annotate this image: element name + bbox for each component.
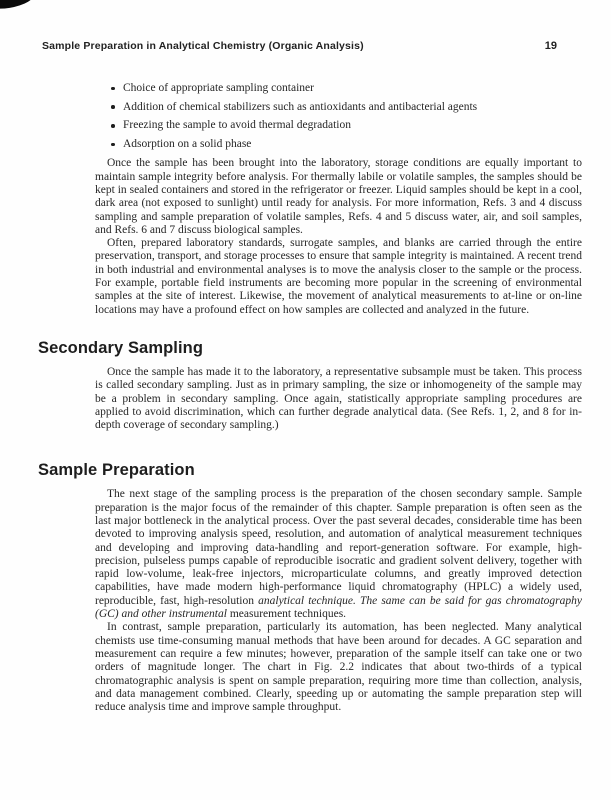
bullet-item-text: Choice of appropriate sampling container	[123, 82, 314, 94]
bullet-item-text: Addition of chemical stabilizers such as antioxidants and antibacterial agents	[123, 100, 478, 113]
sample-preparation-paragraph-1-tail-text: measurement techniques.	[226, 608, 347, 621]
sample-preparation-paragraph-1-text: The next stage of the sampling process is the preparation of the chosen secondary sample. Sample preparation is the major focus of the remainder of this chapter. Sample preparation is often seen as the last major bottleneck in the analytical process. Over the past several decades, considerable time has been devoted to improving analysis speed, resolution, and automation of analytical measurement techniques and developing and improving data-handling and report-generation software. For example, high-precision, pulseless pumps capable of reproducible isocratic and gradient solvent delivery, together with rapid low-volume, leak-free injectors, microparticulate columns, and greatly improved detection capabilities, have made modern high-performance liquid chromatography (HPLC) a widely used, reproducible, fast, high-resolution	[95, 488, 582, 607]
page-number: 19	[544, 40, 557, 52]
bullet-icon	[111, 105, 115, 109]
bullet-icon	[111, 87, 115, 91]
page-body	[38, 82, 582, 714]
sample-preparation-paragraph-2: In contrast, sample preparation, particularly its automation, has been neglected. Many analytical chemists use time-consuming manual methods that have been around for decades. A GC separation and measurement can require a few minutes; however, preparation of the sample itself can take one or two orders of magnitude longer. The chart in Fig. 2.2 indicates that about two-thirds of a typical chromatographic analysis is spent on sample preparation, requiring more time than collection, analysis, and data management combined. Clearly, speeding up or automating the sample preparation step will reduce analysis time and improve sample throughput.	[95, 621, 582, 714]
scan-corner-artifact	[0, 0, 36, 12]
storage-paragraph-1: Once the sample has been brought into the laboratory, storage conditions are equally important to maintain sample integrity before analysis. For thermally labile or volatile samples, the samples should be kept in sealed containers and stored in the refrigerator or freezer. Liquid samples should be kept in a cool, dark area (not exposed to sunlight) until ready for analysis. For more information, Refs. 3 and 4 discuss sampling and sample preparation of volatile samples, Refs. 4 and 5 discuss water, air, and soil samples, and Refs. 6 and 7 discuss biological samples.	[95, 157, 582, 236]
storage-paragraph-2: Often, prepared laboratory standards, surrogate samples, and blanks are carried through the entire preservation, transport, and storage processes to ensure that sample integrity is maintained. A recent trend in both industrial and environmental analyses is to move the analysis closer to the sample or the process. For example, portable field instruments are becoming more popular in the screening of environmental samples at the site of interest. Likewise, the movement of analytical measurements to at-line or on-line locations may have a profound effect on how samples are collected and analyzed in the future.	[95, 237, 582, 316]
secondary-sampling-paragraph: Once the sample has made it to the laboratory, a representative subsample must be taken. This process is called secondary sampling. Just as in primary sampling, the size or inhomogeneity of the sample may be a problem in secondary sampling. Once again, statistically appropriate sampling procedures are applied to avoid discrimination, which can further degrade analytical data. (See Refs. 1, 2, and 8 for in-depth coverage of secondary sampling.)	[95, 365, 582, 432]
bullet-item	[95, 119, 582, 132]
bullet-item	[95, 101, 582, 114]
bullet-item-text: Adsorption on a solid phase	[123, 138, 252, 151]
bullet-icon	[111, 124, 115, 128]
bullet-item	[95, 138, 582, 151]
bullet-item	[95, 82, 582, 95]
running-header-title: Sample Preparation in Analytical Chemistry (Organic Analysis)	[42, 40, 364, 52]
sample-preparation-paragraph-1-italic-text: analytical technique. The same can be said for gas chromatography (GC) and other instrumental	[95, 594, 582, 621]
sample-preparation-paragraph-1	[95, 488, 582, 621]
bullet-list	[95, 82, 582, 151]
section-heading-sample-preparation: Sample Preparation	[38, 461, 195, 480]
section-heading-secondary-sampling: Secondary Sampling	[38, 338, 204, 357]
bullet-item-text: Freezing the sample to avoid thermal degradation	[123, 119, 352, 132]
running-header	[42, 40, 557, 52]
bullet-icon	[111, 143, 115, 147]
